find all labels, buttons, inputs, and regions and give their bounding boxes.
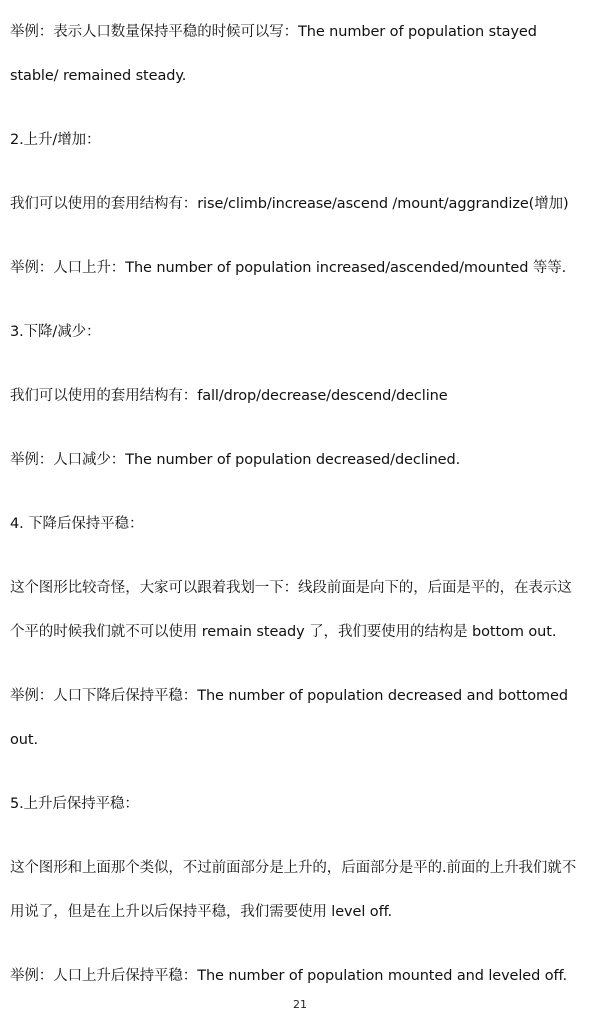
- heading-fall: 3.下降/减少：: [10, 324, 101, 340]
- example-bottom-out-1: 举例：人口下降后保持平稳：The number of population decreased and bottomed: [10, 688, 568, 704]
- heading-fall-then-stable: 4. 下降后保持平稳：: [10, 516, 144, 532]
- heading-rise: 2.上升/增加：: [10, 132, 101, 148]
- level-off-explanation-1: 这个图形和上面那个类似，不过前面部分是上升的，后面部分是平的.前面的上升我们就不: [10, 860, 577, 876]
- example-stable-line-2: stable/ remained steady.: [10, 68, 187, 84]
- bottom-out-explanation-2: 个平的时候我们就不可以使用 remain steady 了，我们要使用的结构是 bottom out.: [10, 624, 557, 640]
- example-fall: 举例：人口减少：The number of population decreased/declined.: [10, 452, 461, 468]
- heading-rise-then-stable: 5.上升后保持平稳：: [10, 796, 139, 812]
- page-number: 21: [293, 998, 307, 1011]
- level-off-explanation-2: 用说了，但是在上升以后保持平稳，我们需要使用 level off.: [10, 904, 393, 920]
- example-stable-line-1: 举例：表示人口数量保持平稳的时候可以写：The number of population stayed: [10, 24, 537, 40]
- example-rise: 举例：人口上升：The number of population increased/ascended/mounted 等等.: [10, 260, 567, 276]
- example-level-off: 举例：人口上升后保持平稳：The number of population mounted and leveled off.: [10, 968, 567, 984]
- fall-structures: 我们可以使用的套用结构有：fall/drop/decrease/descend/decline: [10, 388, 448, 404]
- example-bottom-out-2: out.: [10, 732, 38, 748]
- bottom-out-explanation-1: 这个图形比较奇怪，大家可以跟着我划一下：线段前面是向下的，后面是平的，在表示这: [10, 580, 572, 596]
- rise-structures: 我们可以使用的套用结构有：rise/climb/increase/ascend /mount/aggrandize(增加): [10, 196, 569, 212]
